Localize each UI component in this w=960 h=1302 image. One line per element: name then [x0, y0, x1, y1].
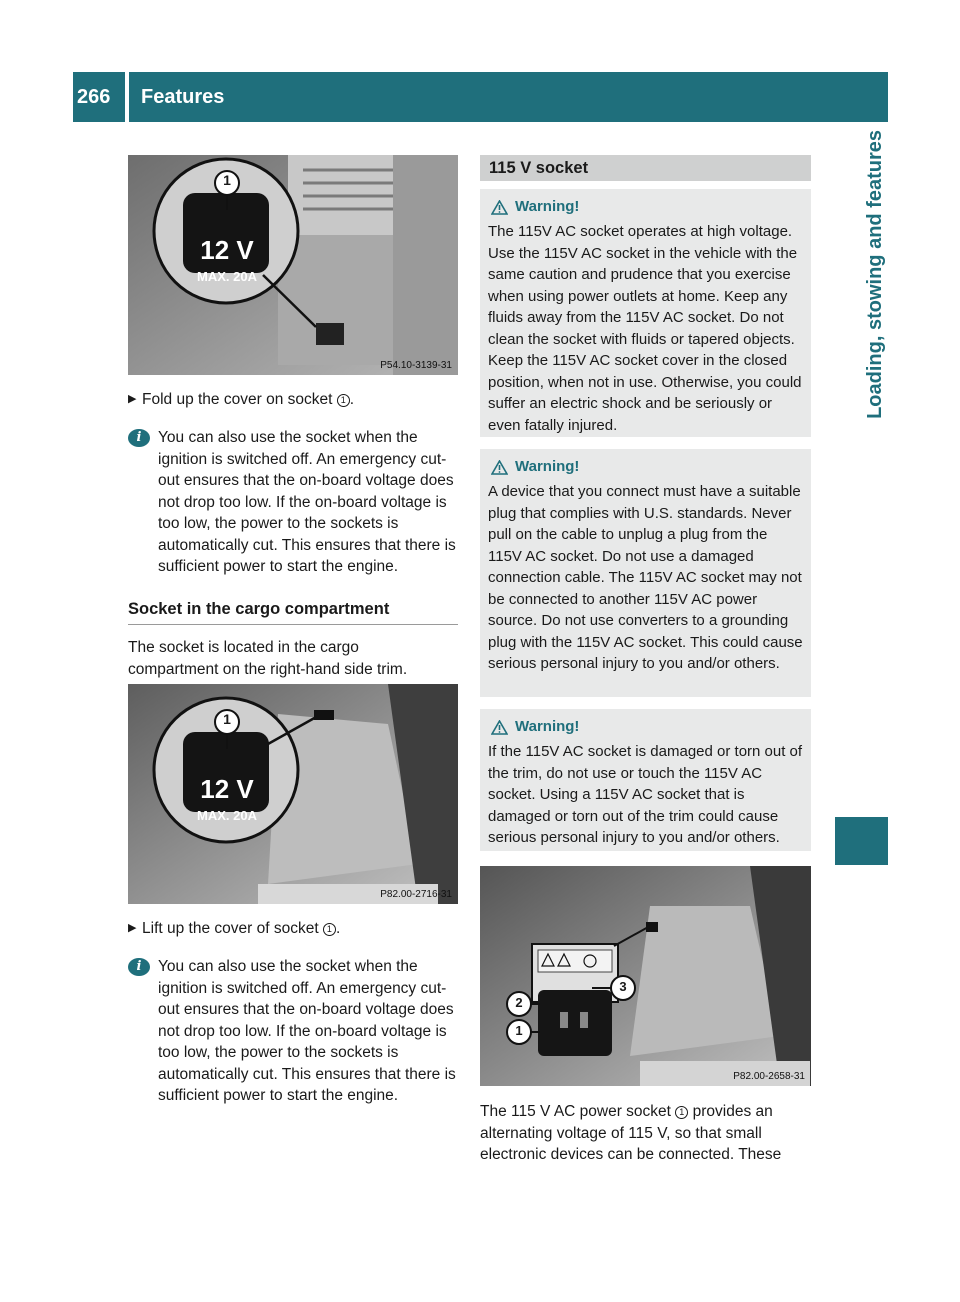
warning-text: A device that you connect must have a suitable plug that complies with U.S. standards. Never pull on the cable to unplug a plug from the 115V AC socket. Do not use a damaged connection cable. The 115V AC socket may not be connected to another 115V AC power source. Do not use converters to a grounding plug with the 115V AC socket. This could cause serious personal injury to you and/or others.: [488, 483, 803, 672]
callout-3: 3: [619, 979, 627, 994]
page-number: 266: [77, 86, 111, 108]
ref-callout: 1: [323, 923, 336, 936]
step-lift-cover: ▶ Lift up the cover of socket 1 .: [128, 918, 458, 940]
step-arrow-icon: ▶: [128, 922, 137, 934]
warning-box-3: [480, 709, 811, 851]
ref-callout: 1: [337, 394, 350, 407]
warning-triangle-icon: [491, 720, 508, 735]
info-note-2: i You can also use the socket when the ignition is switched off. An emergency cut-out ensures that the on-board voltage does not drop too low. If the on-board voltage is too low, the power to the sockets is automatically cut. This ensures that there is sufficient power to start the engine.: [128, 956, 460, 1107]
socket-photo-rear: [128, 155, 458, 375]
warning-box-2: [480, 449, 811, 697]
callout-2: 2: [515, 995, 523, 1010]
socket-label: 12 V: [200, 774, 254, 804]
section-heading-115v: 115 V socket: [480, 155, 811, 181]
socket-photo-cargo: [128, 684, 458, 904]
info-icon: i: [128, 958, 150, 976]
image-code: P54.10-3139-31: [380, 360, 452, 371]
warning-title: Warning!: [515, 718, 580, 736]
info-note-1: i You can also use the socket when the ignition is switched off. An emergency cut-out ensures that the on-board voltage does not drop too low. If the on-board voltage is too low, the power to the sockets is automatically cut. This ensures that there is sufficient power to start the engine.: [128, 427, 460, 578]
callout-1: 1: [223, 711, 231, 727]
side-tab-label: Loading, stowing and features: [864, 130, 886, 419]
socket-label: 12 V: [200, 235, 254, 265]
warning-box-1: [480, 189, 811, 437]
body-115v: The 115 V AC power socket 1 provides an alternating voltage of 115 V, so that small electronic devices can be connected. These: [480, 1103, 782, 1163]
side-tab-marker: [835, 817, 888, 865]
socket-sub-label: MAX. 20A: [197, 269, 257, 284]
socket-sub-label: MAX. 20A: [197, 808, 257, 823]
callout-1: 1: [515, 1023, 523, 1038]
cargo-intro: The socket is located in the cargo compartment on the right-hand side trim.: [128, 639, 408, 678]
section-heading-cargo: Socket in the cargo compartment: [128, 598, 458, 625]
warning-title: Warning!: [515, 458, 580, 476]
callout-1: 1: [223, 172, 231, 188]
warning-triangle-icon: [491, 460, 508, 475]
warning-text: The 115V AC socket operates at high voltage. Use the 115V AC socket in the vehicle with the same caution and prudence that you exercise when using power outlets at home. Keep any fluids away from the 115V AC socket. Do not clean the socket with fluids or tapered objects. Keep the 115V AC socket cover in the closed position, when not in use. Otherwise, you could suffer an electric shock and be seriously or even fatally injured.: [488, 223, 802, 434]
socket-photo-115v: [480, 866, 811, 1086]
step-fold-cover: ▶ Fold up the cover on socket 1 .: [128, 389, 458, 411]
image-code: P82.00-2716-31: [380, 889, 452, 900]
warning-triangle-icon: [491, 200, 508, 215]
page-title: Features: [141, 86, 225, 108]
info-icon: i: [128, 429, 150, 447]
image-code: P82.00-2658-31: [733, 1071, 805, 1082]
warning-text: If the 115V AC socket is damaged or torn out of the trim, do not use or touch the 115V AC socket. Using a 115V AC socket that is damaged or torn out of the trim could cause serious personal injury to you and/or others.: [488, 743, 803, 846]
header-divider: [125, 72, 129, 122]
warning-title: Warning!: [515, 198, 580, 216]
ref-callout: 1: [675, 1106, 688, 1119]
step-arrow-icon: ▶: [128, 393, 137, 405]
